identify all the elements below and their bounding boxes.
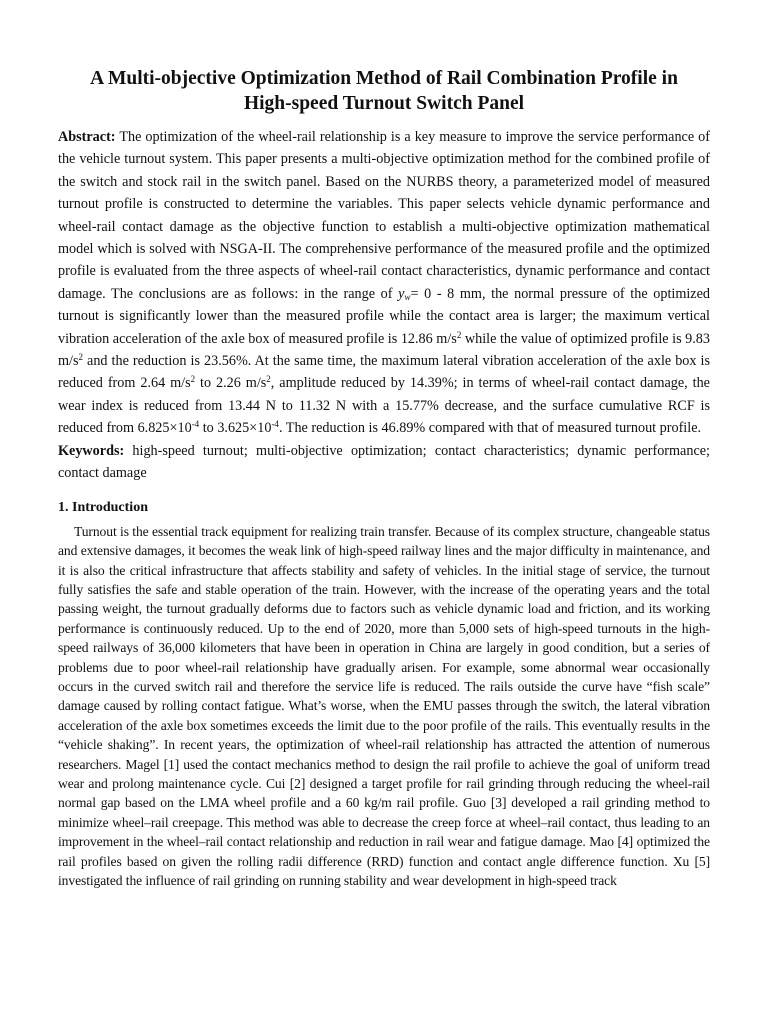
abstract — [58, 126, 710, 440]
superscript-2c: 2 — [190, 374, 196, 385]
abstract-text-1: The optimization of the wheel-rail relationship is a key measure to improve the service performance of the vehicle turnout system. This paper presents a multi-objective optimization method for the combined profile of the switch and stock rail in the switch panel. Based on the NURBS theory, a parameterized model of measured turnout profile is constructed to determine the variables. This paper selects vehicle dynamic performance and wheel-rail contact damage as the objective function to establish a multi-objective optimization mathematical model which is solved with NSGA-II. The comprehensive performance of the measured profile and the optimized profile is evaluated from the three aspects of wheel-rail contact characteristics, dynamic performance and contact damage. The conclusions are as follows: in the range of — [58, 129, 710, 302]
superscript-neg4b: -4 — [271, 419, 279, 430]
title-line-1: A Multi-objective Optimization Method of Rail Combination Profile in — [90, 68, 678, 89]
superscript-2d: 2 — [266, 374, 271, 385]
abstract-text-2: = 0 - 8 mm, the normal pressure of the optimized turnout is significantly lower than the measured profile while the contact area is larger; the maximum vertical vibration acceleration of the axle box of measured profile is 12.86 m/s — [58, 285, 710, 347]
superscript-2a: 2 — [456, 329, 462, 340]
abstract-label: Abstract: — [58, 129, 116, 145]
introduction-paragraph: Turnout is the essential track equipment for realizing train transfer. Because of its complex structure, changeable status and extensive damages, it becomes the weak link of high-speed railway lines and the major difficulty in maintenance, and it is also the critical infrastructure that affects stability and safety of vehicles. In the initial stage of service, the turnout fully satisfies the safe and stable operation of the train. However, with the increase of the operating years and the total passing weight, the turnout gradually deforms due to factors such as vehicle dynamic load and friction, and its working performance is continuously reduced. Up to the end of 2020, more than 5,000 sets of high-speed turnouts in the high-speed railways of 36,000 kilometers that have been in operation in China are largely in good condition, but a series of problems due to poor wheel-rail relationship have gradually arisen. For example, some abnormal wear occasionally occurs in the curved switch rail and therefore the service life is reduced. The rails outside the curve have “fish scale” damage caused by rolling contact fatigue. What’s worse, when the EMU passes through the switch, the lateral vibration acceleration of the axle box sometimes exceeds the limit due to the poor profile of the rails. This eventually results in the “vehicle shaking”. In recent years, the optimization of wheel-rail relationship has attracted the attention of numerous researchers. Magel [1] used the contact mechanics method to design the rail profile to achieve the goal of uniform tread wear and prolong maintenance cycle. Cui [2] designed a target profile for rail grinding through reducing the wheel-rail normal gap based on the LMA wheel profile and a 60 kg/m rail profile. Guo [3] developed a rail grinding method to minimize wheel–rail creepage. This method was able to decrease the creep force at wheel–rail contact, thus leading to an improvement in the wheel–rail contact relationship and reduction in rail wear and fatigue damage. Mao [4] optimized the rail profiles based on given the rolling radii difference (RRD) function and contact angle difference function. Xu [5] investigated the influence of rail grinding on running stability and wear development in high-speed track — [58, 523, 710, 888]
keywords-label: Keywords: — [58, 442, 125, 459]
superscript-neg4a: -4 — [191, 419, 200, 430]
abstract-text-4: and the reduction is 23.56%. At the same time, the maximum lateral vibration acceleration of the axle box is reduced from 2.64 m/s — [58, 353, 710, 392]
keywords — [58, 440, 710, 484]
abstract-text-6: , amplitude reduced by 14.39%; in terms of wheel-rail contact damage, the wear index is reduced from 13.44 N to 11.32 N with a 15.77% decrease, and the surface cumulative RCF is reduced from 6.825×10 — [58, 375, 710, 437]
y-variable: y — [398, 285, 405, 302]
paper-title — [58, 66, 710, 116]
abstract-text-3: while the value of optimized profile is 9.83 m/s — [58, 330, 710, 370]
section-heading-introduction: 1. Introduction — [58, 499, 148, 515]
keywords-text: high-speed turnout; multi-objective optimization; contact characteristics; dynamic performance; contact damage — [58, 442, 710, 481]
abstract-text-7: to 3.625×10 — [199, 420, 272, 437]
y-subscript: w — [404, 291, 411, 302]
paper-page — [58, 66, 710, 890]
abstract-text-8: . The reduction is 46.89% compared with that of measured turnout profile. — [278, 420, 702, 437]
superscript-2b: 2 — [78, 352, 83, 363]
title-line-2: High-speed Turnout Switch Panel — [243, 93, 525, 114]
abstract-text-5: to 2.26 m/s — [195, 375, 267, 392]
